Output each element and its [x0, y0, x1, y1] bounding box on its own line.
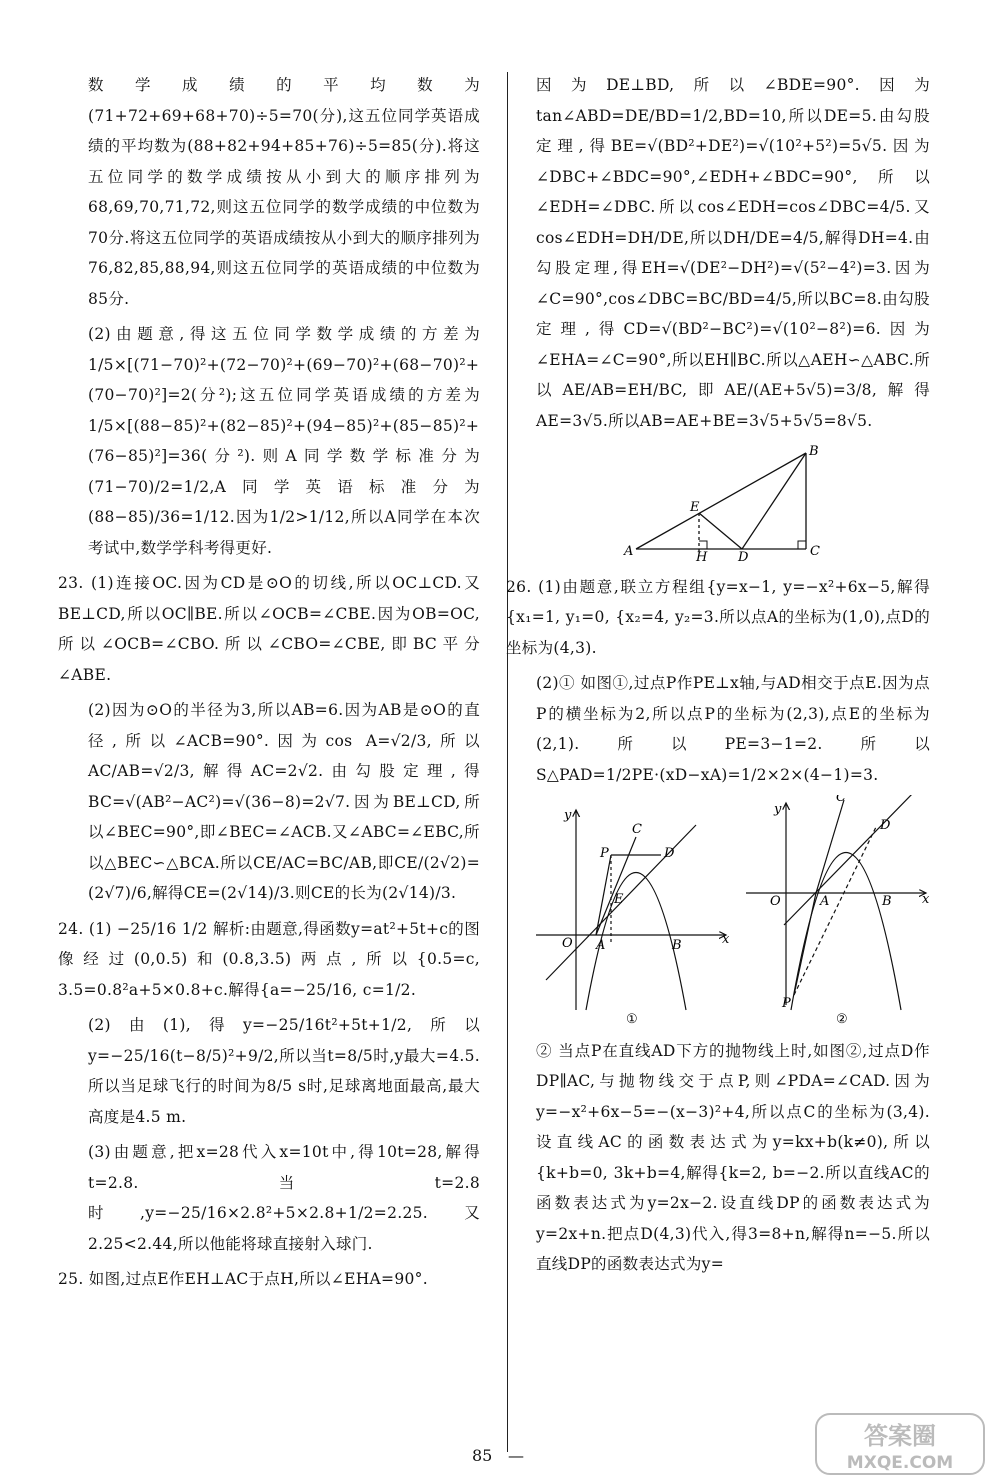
fig2-label-x: x: [922, 892, 930, 907]
fig2-label-y: y: [774, 802, 782, 817]
figures-26: [536, 795, 930, 1036]
para-26-part1: 26. (1)由题意,联立方程组{y=x−1, y=−x²+6x−5,解得{x₁=1, y₁=0, {x₂=4, y₂=3.所以点A的坐标为(1,0),点D的坐标为(4,3).: [506, 577, 930, 657]
fig1-caption: ①: [626, 1012, 638, 1025]
fig2-label-A: A: [820, 894, 830, 909]
label-A: A: [624, 544, 634, 559]
page-dash: —: [508, 1446, 524, 1465]
fig1-label-y: y: [564, 808, 572, 823]
label-B: B: [809, 444, 819, 459]
watermark-logo: [810, 1410, 990, 1478]
figure-25-svg: [536, 441, 930, 561]
fig2-label-O: O: [770, 894, 781, 909]
fig1-segment-AP: [596, 855, 611, 935]
fig1-label-B: B: [672, 938, 682, 953]
label-H: H: [696, 550, 708, 561]
fig2-label-B: B: [882, 894, 892, 909]
fig1-label-x: x: [722, 932, 730, 947]
watermark-text-1: 答案圈: [864, 1422, 936, 1450]
right-column: [506, 70, 930, 1285]
fig1-label-C: C: [632, 822, 643, 837]
right-angle-C: [798, 541, 806, 549]
figures-26-svg: [536, 795, 930, 1025]
figure-1: [536, 810, 726, 1010]
para-25-start: 25. 如图,过点E作EH⊥AC于点H,所以∠EHA=90°.: [58, 1270, 428, 1288]
fig1-label-O: O: [562, 936, 573, 951]
label-D: D: [738, 550, 749, 561]
para-25-solution: 因为DE⊥BD,所以∠BDE=90°.因为tan∠ABD=DE/BD=1/2,BD=10,所以DE=5.由勾股定理,得BE=√(BD²+DE²)=√(10²+5²)=5√5.因为∠DBC+∠BDC=90°,∠EDH+∠BDC=90°,所以∠EDH=∠DBC.所以cos∠EDH=cos∠DBC=4/5.又cos∠EDH=DH/DE,所以DH/DE=4/5,解得DH=4.由勾股定理,得EH=√(DE²−DH²)=√(5²−4²)=3.因为∠C=90°,cos∠DBC=BC/BD=4/5,所以BC=8.由勾股定理,得CD=√(BD²−BC²)=√(10²−8²)=6.因为∠EHA=∠C=90°,所以EH∥BC.所以△AEH∽△ABC.所以AE/AB=EH/BC,即AE/(AE+5√5)=3/8,解得AE=3√5.所以AB=AE+BE=3√5+5√5=8√5.: [536, 76, 930, 430]
fig1-label-P: P: [600, 846, 610, 861]
fig1-label-A: A: [596, 938, 606, 953]
para-23-part1: 23. (1)连接OC.因为CD是⊙O的切线,所以OC⊥CD.又BE⊥CD,所以OC∥BE.所以∠OCB=∠CBE.因为OB=OC,所以∠OCB=∠CBO.所以∠CBO=∠CBE,即BC平分∠ABE.: [58, 574, 480, 684]
para-24-part2: (2)由(1),得y=−25/16t²+5t+1/2,所以y=−25/16(t−8/5)²+9/2,所以当t=8/5时,y最大=4.5.所以当足球飞行的时间为8/5 s时,足球离地面最高,最大高度是4.5 m.: [88, 1016, 480, 1126]
para-24-part3: (3)由题意,把x=28代入x=10t中,得10t=28,解得t=2.8.当t=2.8时,y=−25/16×2.8²+5×2.8+1/2=2.25.又2.25<2.44,所以他能将球直接射入球门.: [88, 1143, 480, 1253]
segment-BD: [742, 453, 806, 549]
watermark-logo-svg: [810, 1410, 990, 1478]
segment-ED: [699, 513, 742, 549]
segment-AB: [636, 453, 806, 549]
para-22-mean-median: 数学成绩的平均数为(71+72+69+68+70)÷5=70(分),这五位同学英语成绩的平均数为(88+82+94+85+76)÷5=85(分).将这五位同学的数学成绩按从小到大的顺序排列为68,69,70,71,72,则这五位同学的数学成绩的中位数为70分.将这五位同学的英语成绩按从小到大的顺序排列为76,82,85,88,94,则这五位同学的英语成绩的中位数为85分.: [88, 76, 480, 308]
label-E: E: [690, 500, 700, 515]
fig1-label-D: D: [664, 846, 675, 861]
left-column: [58, 70, 480, 1300]
para-22-variance: (2)由题意,得这五位同学数学成绩的方差为1/5×[(71−70)²+(72−70)²+(69−70)²+(68−70)²+(70−70)²]=2(分²);这五位同学英语成绩的方差为1/5×[(88−85)²+(82−85)²+(94−85)²+(85−85)²+(76−85)²]=36(分²).则A同学数学标准分为(71−70)/2=1/2,A同学英语标准分为(88−85)/36=1/12.因为1/2>1/12,所以A同学在本次考试中,数学学科考得更好.: [88, 325, 480, 557]
fig2-label-C: C: [836, 795, 847, 805]
page-number: 85: [472, 1446, 493, 1465]
para-24-part1: 24. (1) −25/16 1/2 解析:由题意,得函数y=at²+5t+c的图像经过(0,0.5)和(0.8,3.5)两点,所以{0.5=c, 3.5=0.8²a+5×0.8+c.解得{a=−25/16, c=1/2.: [58, 919, 480, 999]
para-23-part2: (2)因为⊙O的半径为3,所以AB=6.因为AB是⊙O的直径,所以∠ACB=90°.因为cos A=√2/3,所以AC/AB=√2/3,解得AC=2√2.由勾股定理,得BC=√(AB²−AC²)=√(36−8)=2√7.因为BE⊥CD,所以∠BEC=90°,即∠BEC=∠ACB.又∠ABC=∠EBC,所以△BEC∽△BCA.所以CE/AC=BC/AB,即CE/(2√2)=(2√7)/6,解得CE=(2√14)/3.则CE的长为(2√14)/3.: [88, 701, 480, 902]
label-C: C: [810, 544, 821, 559]
fig2-segment-AC: [816, 800, 844, 893]
fig2-label-P: P: [782, 996, 792, 1011]
fig2-line-AD: [784, 795, 916, 925]
figure-25: [536, 441, 930, 572]
column-divider: [507, 72, 508, 1452]
para-26-part2-1: (2)① 如图①,过点P作PE⊥x轴,与AD相交于点E.因为点P的横坐标为2,所以点P的坐标为(2,3),点E的坐标为(2,1).所以PE=3−1=2.所以S△PAD=1/2PE·(xD−xA)=1/2×2×(4−1)=3.: [536, 674, 930, 784]
right-angle-H: [699, 541, 707, 549]
fig2-segment-DP: [794, 827, 876, 995]
fig2-segment-PA: [794, 893, 816, 995]
para-26-part2-2: ② 当点P在直线AD下方的抛物线上时,如图②,过点D作DP∥AC,与抛物线交于点P,则∠PDA=∠CAD.因为y=−x²+6x−5=−(x−3)²+4,所以点C的坐标为(3,4).设直线AC的函数表达式为y=kx+b(k≠0),所以{k+b=0, 3k+b=4,解得{k=2, b=−2.所以直线AC的函数表达式为y=2x−2.设直线DP的函数表达式为y=2x+n.把点D(4,3)代入,得3=8+n,解得n=−5.所以直线DP的函数表达式为y=: [536, 1041, 930, 1273]
watermark-text-2: MXQE.COM: [846, 1453, 954, 1473]
fig1-label-E: E: [614, 892, 624, 907]
fig2-caption: ②: [836, 1012, 848, 1025]
fig2-label-D: D: [880, 818, 891, 833]
